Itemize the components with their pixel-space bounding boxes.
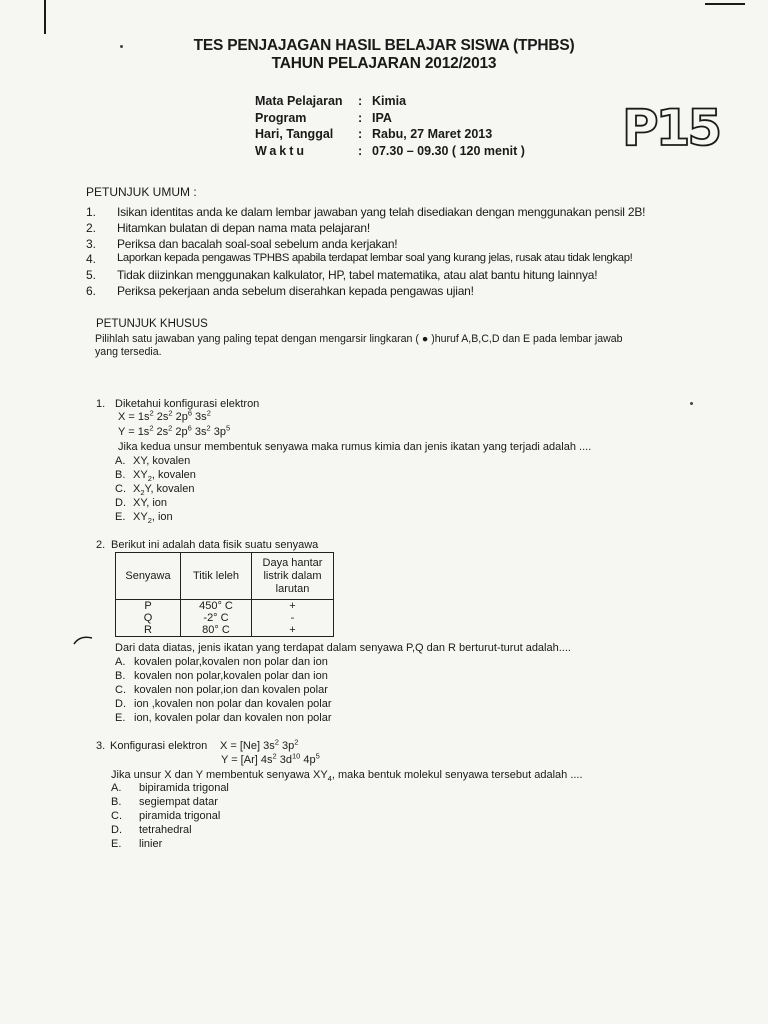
meta-colon: : — [358, 144, 363, 158]
config-label: X = [Ne] 3s — [220, 740, 275, 752]
option-letter: A. — [115, 656, 126, 668]
meta-label-time: Waktu — [255, 144, 308, 158]
option-letter: B. — [115, 670, 126, 682]
question-stem: Konfigurasi elektron — [110, 740, 208, 752]
special-instructions-line: yang tersedia. — [95, 346, 162, 358]
option-text: segiempat datar — [139, 796, 218, 808]
table-header: Senyawa — [116, 553, 181, 600]
table-cell: Q — [116, 612, 181, 624]
table-row — [116, 600, 334, 613]
general-item-text: Hitamkan bulatan di depan nama mata pelajaran! — [117, 221, 370, 235]
question-number: 2. — [96, 539, 106, 551]
option-letter: C. — [115, 684, 126, 696]
academic-year: TAHUN PELAJARAN 2012/2013 — [271, 55, 497, 72]
question-text: Jika unsur X dan Y membentuk senyawa $XY_4$, maka bentuk molekul senyawa tersebut adalah .... — [111, 769, 583, 784]
option-letter: C. — [115, 483, 126, 495]
option-letter: C. — [111, 810, 122, 822]
meta-colon: : — [358, 127, 363, 141]
option-text: XY, ion — [133, 497, 168, 509]
general-item-number: 1. — [86, 205, 97, 219]
option-letter: E. — [115, 511, 126, 523]
general-item-number: 5. — [86, 268, 97, 282]
option-letter: A. — [115, 455, 126, 467]
meta-label-date: Hari, Tanggal — [255, 127, 334, 141]
option-text: piramida trigonal — [139, 810, 221, 822]
table-cell: R — [116, 624, 181, 637]
meta-colon: : — [358, 111, 363, 125]
meta-value-time: 07.30 – 09.30 ( 120 menit ) — [372, 144, 525, 158]
table-header-row — [116, 553, 334, 600]
exam-code: P15 — [622, 99, 720, 157]
question-stem: Berikut ini adalah data fisik suatu senyawa — [111, 539, 319, 551]
table-cell: -2° C — [181, 612, 252, 624]
margin-pen-mark — [72, 634, 94, 648]
general-item-number: 2. — [86, 221, 97, 235]
option-text: XY, kovalen — [133, 455, 191, 467]
option-text: ion ,kovalen non polar dan kovalen polar — [134, 698, 332, 710]
question-stem: Diketahui konfigurasi elektron — [115, 398, 260, 410]
question-number: 1. — [96, 398, 106, 410]
table-header: Titik leleh — [181, 553, 252, 600]
table-cell: P — [116, 600, 181, 613]
general-item-number: 6. — [86, 284, 97, 298]
option-text: $XY_2$, kovalen — [133, 469, 196, 484]
exam-title: TES PENJAJAGAN HASIL BELAJAR SISWA (TPHBS) — [193, 37, 575, 54]
config-x: $X = 1s^2$ $2s^2$ $2p^6$ $3s^2$ — [118, 408, 211, 423]
meta-value-program: IPA — [372, 111, 392, 125]
option-letter: D. — [115, 698, 126, 710]
option-letter: E. — [111, 838, 122, 850]
meta-value-subject: Kimia — [372, 94, 407, 108]
option-text: ion, kovalen polar dan kovalen non polar — [134, 712, 332, 724]
table-row — [116, 612, 334, 624]
table-cell: + — [252, 600, 334, 613]
option-text: $X_2Y$, kovalen — [133, 483, 195, 498]
question-text: Jika kedua unsur membentuk senyawa maka rumus kimia dan jenis ikatan yang terjadi adalah .... — [118, 441, 592, 453]
general-item-text: Tidak diizinkan menggunakan kalkulator, HP, tabel matematika, atau alat bantu hitung lainnya! — [117, 268, 598, 282]
special-instructions-heading: PETUNJUK KHUSUS — [96, 318, 208, 330]
general-item-text: Laporkan kepada pengawas TPHBS apabila terdapat lembar soal yang kurang jelas, rusak atau tidak lengkap! — [117, 252, 633, 264]
physical-data-table — [115, 552, 334, 637]
meta-value-date: Rabu, 27 Maret 2013 — [372, 127, 493, 141]
config-label: X = — [118, 411, 138, 423]
option-letter: E. — [115, 712, 126, 724]
meta-label-subject: Mata Pelajaran — [255, 94, 343, 108]
table-row — [116, 624, 334, 637]
table-header: Daya hantar listrik dalam larutan — [252, 553, 334, 600]
option-text: kovalen non polar,kovalen polar dan ion — [134, 670, 328, 682]
option-text: kovalen non polar,ion dan kovalen polar — [134, 684, 328, 696]
option-letter: A. — [111, 782, 122, 794]
option-text: $XY_2$, ion — [133, 511, 173, 526]
config-y: Y = [Ar] $4s^2$ $3d^{10}$ $4p^5$ — [221, 751, 320, 766]
question-number: 3. — [96, 740, 106, 752]
option-letter: B. — [115, 469, 126, 481]
table-cell: 80° C — [181, 624, 252, 637]
table-cell: + — [252, 624, 334, 637]
config-y: $Y = 1s^2$ $2s^2$ $2p^6$ $3s^2$ $3p^5$ — [118, 423, 231, 438]
option-letter: D. — [111, 824, 122, 836]
top-edge-mark — [705, 3, 745, 5]
scan-speck — [690, 402, 693, 405]
config-label: Y = [Ar] 4s — [221, 754, 273, 766]
general-item-text: Isikan identitas anda ke dalam lembar jawaban yang telah disediakan dengan menggunakan pensil 2B! — [117, 205, 646, 219]
config-label: Y = — [118, 426, 138, 438]
option-text: linier — [139, 838, 163, 850]
general-item-text: Periksa pekerjaan anda sebelum diserahkan kepada pengawas ujian! — [117, 284, 474, 298]
table-cell: - — [252, 612, 334, 624]
option-letter: D. — [115, 497, 126, 509]
general-item-number: 3. — [86, 237, 97, 251]
meta-label-program: Program — [255, 111, 307, 125]
option-text: bipiramida trigonal — [139, 782, 229, 794]
special-instructions-line: Pilihlah satu jawaban yang paling tepat dengan mengarsir lingkaran ( ● )huruf A,B,C,D dan E pada lembar jawab — [95, 333, 623, 345]
meta-colon: : — [358, 94, 363, 108]
option-letter: B. — [111, 796, 122, 808]
general-instructions-heading: PETUNJUK UMUM : — [86, 185, 197, 199]
margin-mark — [44, 0, 46, 34]
option-text: kovalen polar,kovalen non polar dan ion — [134, 656, 328, 668]
option-text: tetrahedral — [139, 824, 192, 836]
general-item-number: 4. — [86, 252, 97, 266]
general-item-text: Periksa dan bacalah soal-soal sebelum anda kerjakan! — [117, 237, 398, 251]
table-cell: 450° C — [181, 600, 252, 613]
question-text: Dari data diatas, jenis ikatan yang terdapat dalam senyawa P,Q dan R berturut-turut adalah.... — [115, 642, 571, 654]
config-x: X = [Ne] $3s^2$ $3p^2$ — [220, 737, 299, 752]
